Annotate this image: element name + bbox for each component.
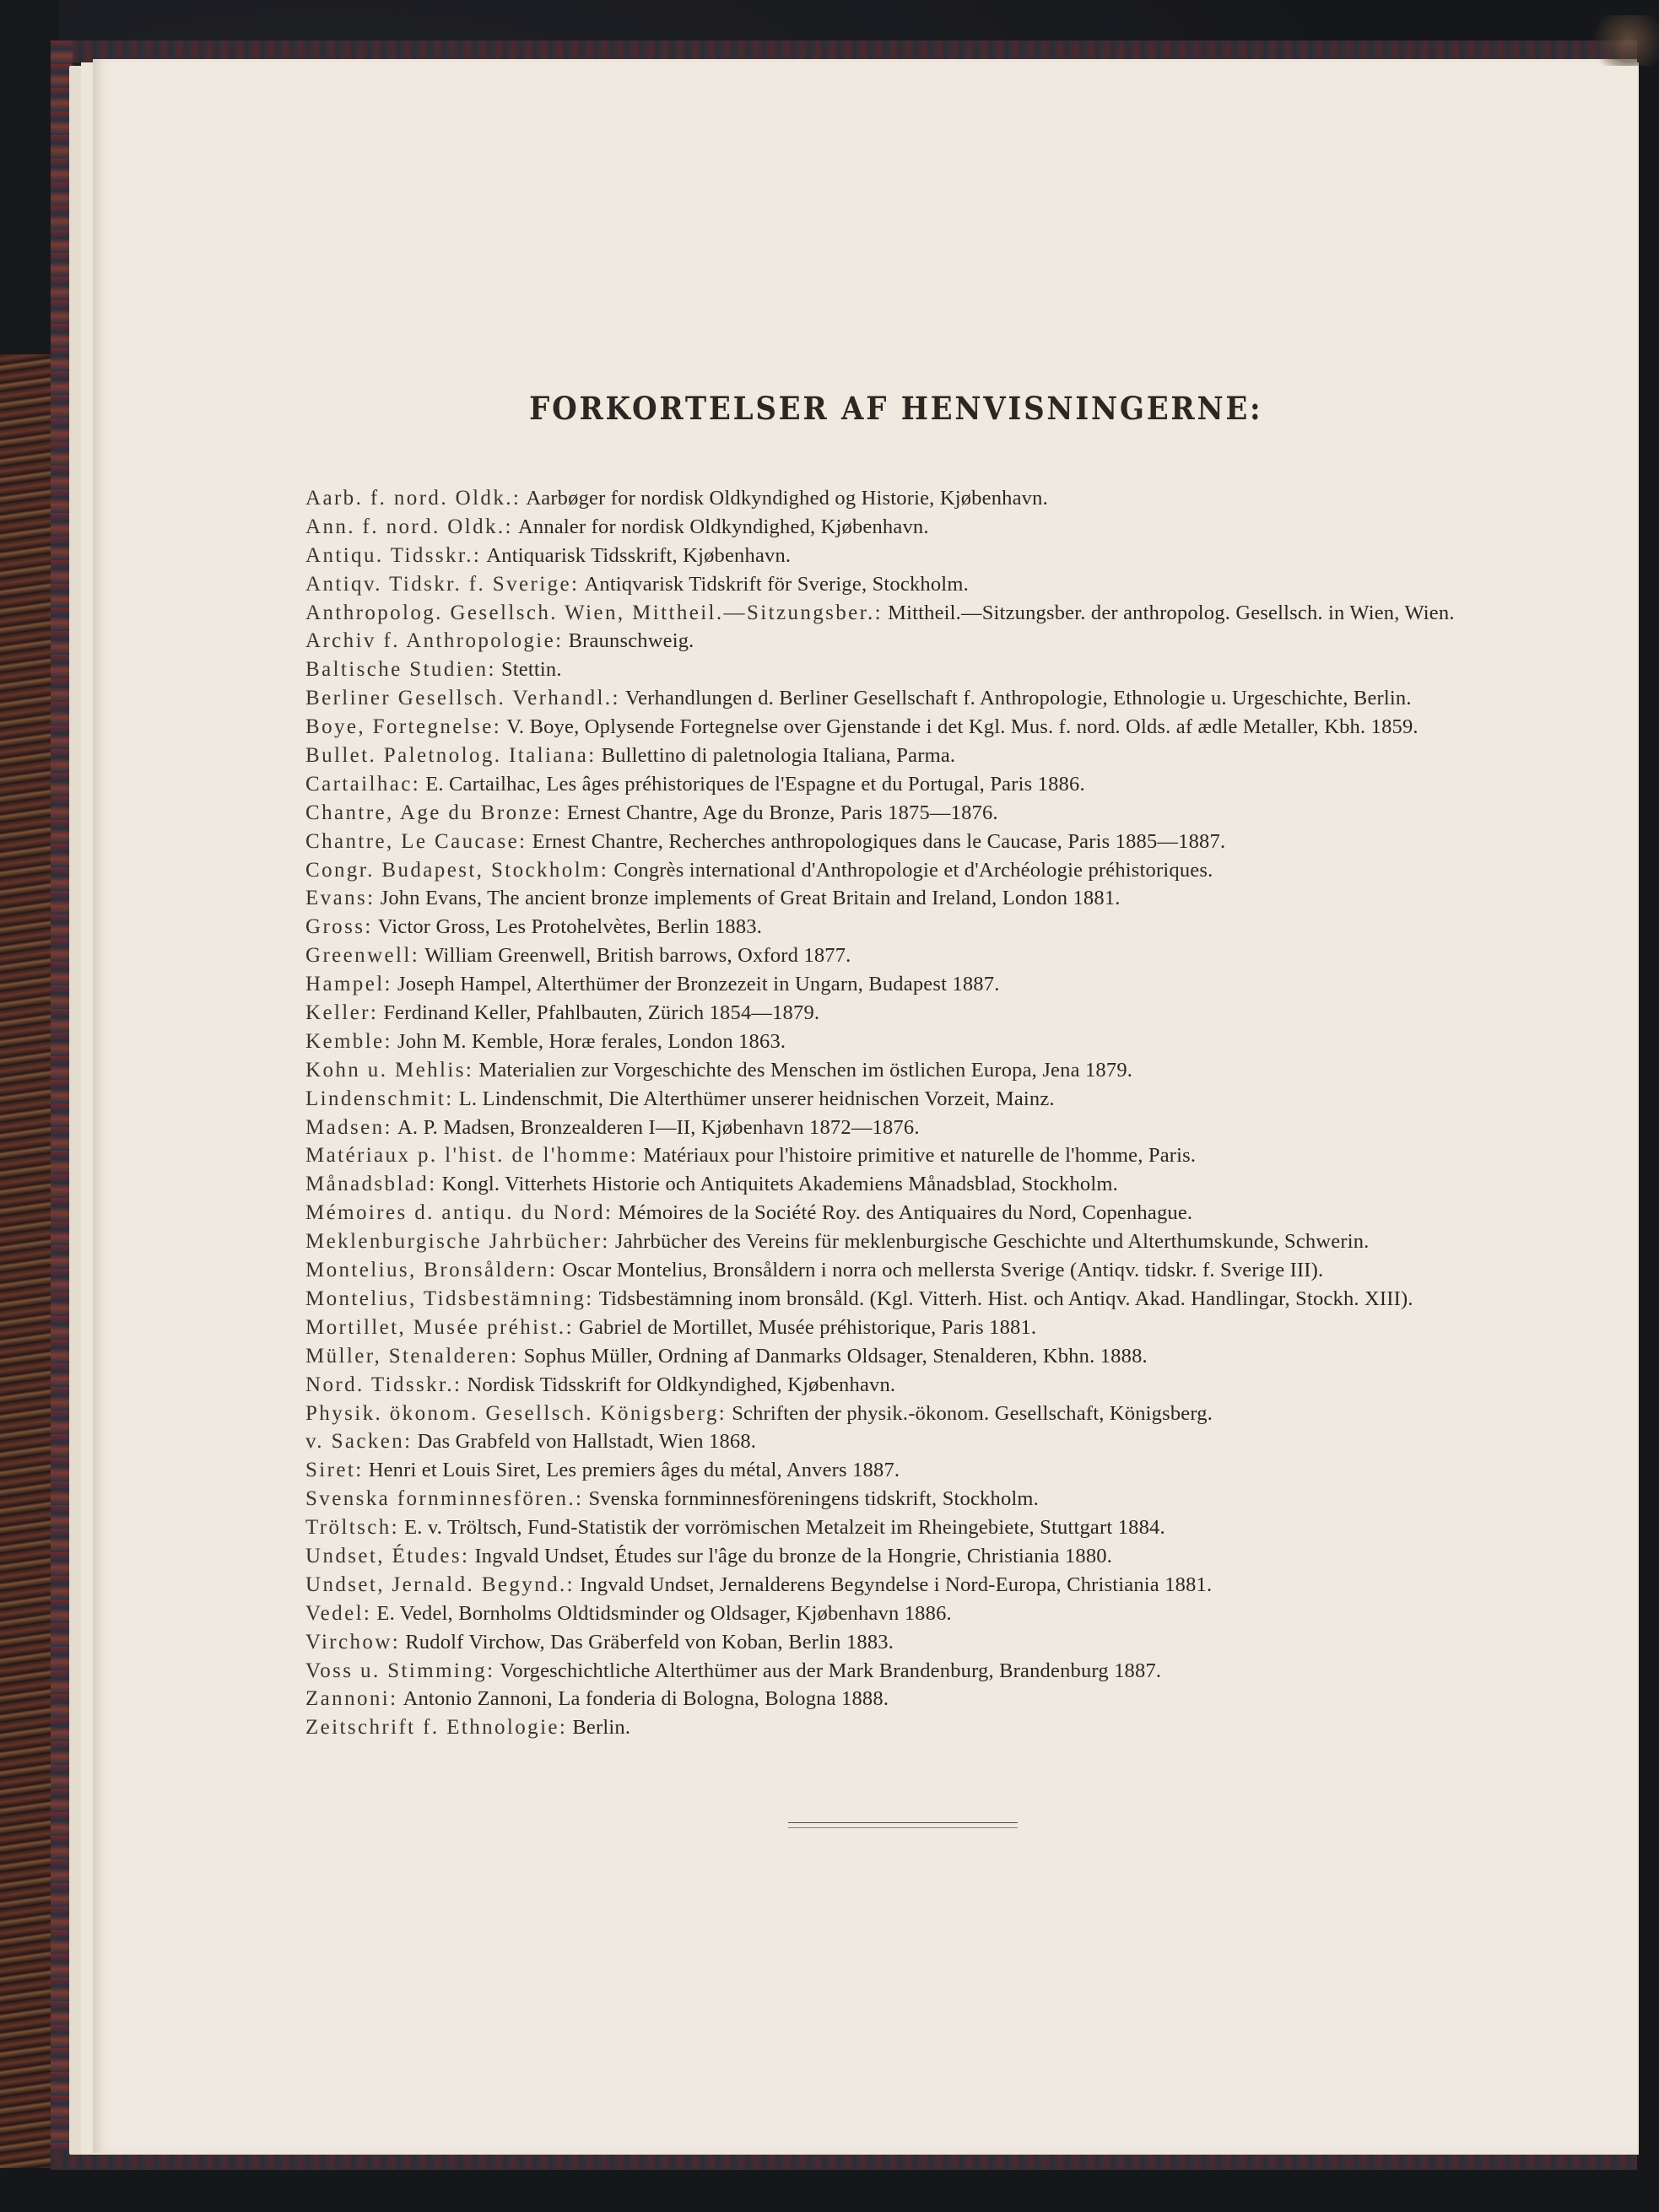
abbreviation-entry — [305, 828, 1537, 856]
abbreviation-expansion: Antiquarisk Tidsskrift, Kjøbenhavn. — [486, 543, 792, 567]
abbreviation-key: Physik. ökonom. Gesellsch. Königsberg: — [305, 1401, 727, 1425]
abbreviation-expansion: Jahrbücher des Vereins für meklenburgische Geschichte und Alterthumskunde, Schwerin. — [614, 1230, 1370, 1254]
abbreviation-expansion: Tidsbestämning inom bronsåld. (Kgl. Vitterh. Hist. och Antiqv. Akad. Handlingar, Stockh. XIII). — [598, 1287, 1413, 1310]
abbreviation-key: Berliner Gesellsch. Verhandl.: — [305, 687, 620, 710]
abbreviation-key: Antiqv. Tidskr. f. Sverige: — [305, 572, 580, 596]
abbreviation-expansion: John Evans, The ancient bronze implements of Great Britain and Ireland, London 1881. — [380, 887, 1121, 910]
abbreviation-entry — [305, 799, 1537, 828]
abbreviation-expansion: Kongl. Vitterhets Historie och Antiquitets Akademiens Månadsblad, Stockholm. — [441, 1173, 1118, 1196]
abbreviation-expansion: Ingvald Undset, Jernalderens Begyndelse i Nord-Europa, Christiania 1881. — [580, 1573, 1213, 1596]
abbreviation-expansion: Mémoires de la Société Roy. des Antiquaires du Nord, Copenhague. — [618, 1201, 1193, 1225]
abbreviation-entry — [305, 1285, 1537, 1314]
closing-rule-thin — [788, 1827, 1018, 1828]
abbreviation-expansion: Svenska fornminnesföreningens tidskrift, Stockholm. — [588, 1487, 1039, 1511]
abbreviation-key: Cartailhac: — [305, 772, 421, 796]
abbreviation-key: Ann. f. nord. Oldk.: — [305, 515, 513, 538]
abbreviation-expansion: Victor Gross, Les Protohelvètes, Berlin 1883. — [377, 915, 763, 939]
abbreviation-expansion: V. Boye, Oplysende Fortegnelse over Gjenstande i det Kgl. Mus. f. nord. Olds. af ædle Metaller, Kbh. 1859. — [506, 715, 1419, 739]
abbreviation-expansion: Verhandlungen d. Berliner Gesellschaft f. Anthropologie, Ethnologie u. Urgeschichte, Berlin. — [624, 687, 1412, 710]
abbreviation-entry — [305, 1456, 1537, 1485]
abbreviation-key: Madsen: — [305, 1115, 392, 1139]
abbreviation-entry — [305, 1256, 1537, 1285]
abbreviation-expansion: Aarbøger for nordisk Oldkyndighed og Historie, Kjøbenhavn. — [526, 487, 1048, 510]
abbreviation-entry — [305, 742, 1537, 770]
closing-rule — [788, 1822, 1018, 1823]
abbreviation-entry — [305, 599, 1537, 628]
abbreviation-entry — [305, 1542, 1537, 1571]
abbreviation-key: Baltische Studien: — [305, 658, 496, 682]
abbreviation-key: Müller, Stenalderen: — [305, 1344, 519, 1368]
abbreviation-entry — [305, 1199, 1537, 1227]
abbreviation-entry — [305, 1141, 1537, 1170]
abbreviation-key: Mortillet, Musée préhist.: — [305, 1315, 574, 1339]
abbreviation-entry — [305, 1571, 1537, 1600]
abbreviation-expansion: Berlin. — [572, 1716, 631, 1740]
abbreviation-expansion: Bullettino di paletnologia Italiana, Parma. — [601, 744, 956, 768]
abbreviation-key: Evans: — [305, 887, 376, 910]
abbreviation-entry — [305, 1657, 1537, 1686]
abbreviation-key: Anthropolog. Gesellsch. Wien, Mittheil.—Sitzungsber.: — [305, 601, 884, 624]
abbreviation-entry — [305, 1485, 1537, 1513]
abbreviation-key: Montelius, Tidsbestämning: — [305, 1287, 594, 1310]
abbreviation-expansion: L. Lindenschmit, Die Alterthümer unserer heidnischen Vorzeit, Mainz. — [458, 1087, 1055, 1110]
abbreviation-entry — [305, 884, 1537, 913]
abbreviation-entry — [305, 999, 1537, 1028]
abbreviation-expansion: Das Grabfeld von Hallstadt, Wien 1868. — [417, 1430, 757, 1454]
abbreviation-expansion: Oscar Montelius, Bronsåldern i norra och mellersta Sverige (Antiqv. tidskr. f. Sverige III). — [562, 1259, 1324, 1282]
abbreviation-key: Bullet. Paletnolog. Italiana: — [305, 744, 597, 768]
abbreviation-entry — [305, 913, 1537, 941]
abbreviation-entry — [305, 1400, 1537, 1428]
abbreviation-expansion: Gabriel de Mortillet, Musée préhistorique, Paris 1881. — [579, 1315, 1037, 1339]
abbreviation-key: Vedel: — [305, 1601, 372, 1625]
abbreviation-key: Boye, Fortegnelse: — [305, 715, 502, 739]
abbreviation-entry — [305, 1513, 1537, 1542]
abbreviation-key: Kohn u. Mehlis: — [305, 1058, 474, 1082]
abbreviation-entry — [305, 1227, 1537, 1256]
abbreviation-key: Zeitschrift f. Ethnologie: — [305, 1716, 568, 1740]
abbreviation-entry — [305, 1371, 1537, 1400]
abbreviation-expansion: E. Cartailhac, Les âges préhistoriques de l'Espagne et du Portugal, Paris 1886. — [425, 772, 1085, 796]
abbreviation-expansion: Matériaux pour l'histoire primitive et naturelle de l'homme, Paris. — [643, 1144, 1197, 1168]
abbreviation-entry — [305, 1114, 1537, 1142]
abbreviation-key: Mémoires d. antiqu. du Nord: — [305, 1201, 613, 1225]
abbreviation-key: Undset, Jernald. Begynd.: — [305, 1573, 575, 1596]
abbreviation-key: Matériaux p. l'hist. de l'homme: — [305, 1144, 639, 1168]
abbreviation-key: Zannoni: — [305, 1687, 398, 1711]
abbreviation-entry — [305, 1028, 1537, 1056]
abbreviation-entry — [305, 484, 1537, 513]
abbreviation-expansion: Materialien zur Vorgeschichte des Menschen im östlichen Europa, Jena 1879. — [478, 1058, 1133, 1082]
abbreviation-entry — [305, 1342, 1537, 1371]
abbreviation-entry — [305, 627, 1537, 656]
page-title: FORKORTELSER AF HENVISNINGERNE: — [529, 390, 1263, 427]
abbreviation-entry — [305, 713, 1537, 742]
abbreviation-key: Hampel: — [305, 973, 392, 996]
abbreviation-list — [305, 484, 1537, 1742]
abbreviation-expansion: Joseph Hampel, Alterthümer der Bronzezeit in Ungarn, Budapest 1887. — [397, 973, 1000, 996]
abbreviation-key: Greenwell: — [305, 944, 420, 968]
abbreviation-entry — [305, 1713, 1537, 1742]
abbreviation-entry — [305, 1600, 1537, 1628]
abbreviation-entry — [305, 1685, 1537, 1713]
abbreviation-entry — [305, 770, 1537, 799]
abbreviation-expansion: A. P. Madsen, Bronzealderen I—II, Kjøbenhavn 1872—1876. — [397, 1115, 920, 1139]
corner-wear — [1583, 15, 1659, 66]
abbreviation-expansion: Rudolf Virchow, Das Gräberfeld von Koban, Berlin 1883. — [405, 1630, 894, 1654]
abbreviation-key: Archiv f. Anthropologie: — [305, 629, 564, 653]
abbreviation-key: Månadsblad: — [305, 1173, 437, 1196]
abbreviation-key: Montelius, Bronsåldern: — [305, 1259, 558, 1282]
abbreviation-entry — [305, 1056, 1537, 1085]
abbreviation-expansion: Ernest Chantre, Age du Bronze, Paris 1875—1876. — [566, 801, 998, 824]
abbreviation-key: Aarb. f. nord. Oldk.: — [305, 487, 521, 510]
abbreviation-key: Voss u. Stimming: — [305, 1659, 495, 1682]
abbreviation-key: Virchow: — [305, 1630, 401, 1654]
abbreviation-entry — [305, 570, 1537, 599]
abbreviation-entry — [305, 656, 1537, 684]
abbreviation-key: Meklenburgische Jahrbücher: — [305, 1230, 610, 1254]
abbreviation-entry — [305, 1427, 1537, 1456]
abbreviation-key: Nord. Tidsskr.: — [305, 1373, 462, 1396]
abbreviation-entry — [305, 1314, 1537, 1342]
abbreviation-entry — [305, 513, 1537, 542]
abbreviation-expansion: Vorgeschichtliche Alterthümer aus der Mark Brandenburg, Brandenburg 1887. — [500, 1659, 1162, 1682]
abbreviation-key: Siret: — [305, 1459, 364, 1482]
abbreviation-expansion: William Greenwell, British barrows, Oxford 1877. — [424, 944, 851, 968]
abbreviation-expansion: Nordisk Tidsskrift for Oldkyndighed, Kjøbenhavn. — [467, 1373, 896, 1396]
abbreviation-expansion: Antonio Zannoni, La fonderia di Bologna, Bologna 1888. — [403, 1687, 889, 1711]
abbreviation-expansion: John M. Kemble, Horæ ferales, London 1863. — [397, 1029, 786, 1053]
abbreviation-entry — [305, 1170, 1537, 1199]
abbreviation-key: Tröltsch: — [305, 1516, 399, 1540]
abbreviation-expansion: Congrès international d'Anthropologie et d'Archéologie préhistoriques. — [613, 858, 1213, 882]
abbreviation-entry — [305, 941, 1537, 970]
abbreviation-key: Kemble: — [305, 1029, 392, 1053]
abbreviation-key: Congr. Budapest, Stockholm: — [305, 858, 609, 882]
abbreviation-expansion: E. Vedel, Bornholms Oldtidsminder og Oldsager, Kjøbenhavn 1886. — [376, 1601, 952, 1625]
abbreviation-key: Svenska fornminnesfören.: — [305, 1487, 584, 1511]
abbreviation-expansion: Ferdinand Keller, Pfahlbauten, Zürich 1854—1879. — [383, 1001, 820, 1025]
abbreviation-expansion: Antiqvarisk Tidskrift för Sverige, Stockholm. — [584, 572, 969, 596]
abbreviation-expansion: Braunschweig. — [568, 629, 694, 653]
abbreviation-expansion: Ingvald Undset, Études sur l'âge du bronze de la Hongrie, Christiania 1880. — [474, 1544, 1113, 1567]
abbreviation-entry — [305, 542, 1537, 570]
abbreviation-key: Lindenschmit: — [305, 1087, 454, 1110]
abbreviation-entry — [305, 970, 1537, 999]
abbreviation-expansion: Ernest Chantre, Recherches anthropologiques dans le Caucase, Paris 1885—1887. — [532, 829, 1226, 853]
abbreviation-key: Chantre, Age du Bronze: — [305, 801, 562, 824]
abbreviation-expansion: E. v. Tröltsch, Fund-Statistik der vorrömischen Metalzeit im Rheingebiete, Stuttgart 1884. — [404, 1516, 1165, 1540]
abbreviation-expansion: Schriften der physik.-ökonom. Gesellschaft, Königsberg. — [732, 1401, 1213, 1425]
abbreviation-entry — [305, 684, 1537, 713]
abbreviation-key: Keller: — [305, 1001, 379, 1025]
abbreviation-expansion: Sophus Müller, Ordning af Danmarks Oldsager, Stenalderen, Kbhn. 1888. — [523, 1344, 1148, 1368]
abbreviation-key: Undset, Études: — [305, 1544, 470, 1567]
abbreviation-key: Gross: — [305, 915, 373, 939]
abbreviation-entry — [305, 1628, 1537, 1657]
abbreviation-entry — [305, 856, 1537, 885]
abbreviation-key: Chantre, Le Caucase: — [305, 829, 527, 853]
abbreviation-key: Antiqu. Tidsskr.: — [305, 543, 482, 567]
abbreviation-expansion: Stettin. — [500, 658, 562, 682]
abbreviation-expansion: Henri et Louis Siret, Les premiers âges du métal, Anvers 1887. — [368, 1459, 900, 1482]
abbreviation-key: v. Sacken: — [305, 1430, 413, 1454]
abbreviation-expansion: Annaler for nordisk Oldkyndighed, Kjøbenhavn. — [518, 515, 929, 538]
abbreviation-entry — [305, 1085, 1537, 1114]
abbreviation-expansion: Mittheil.—Sitzungsber. der anthropolog. Gesellsch. in Wien, Wien. — [888, 601, 1455, 624]
